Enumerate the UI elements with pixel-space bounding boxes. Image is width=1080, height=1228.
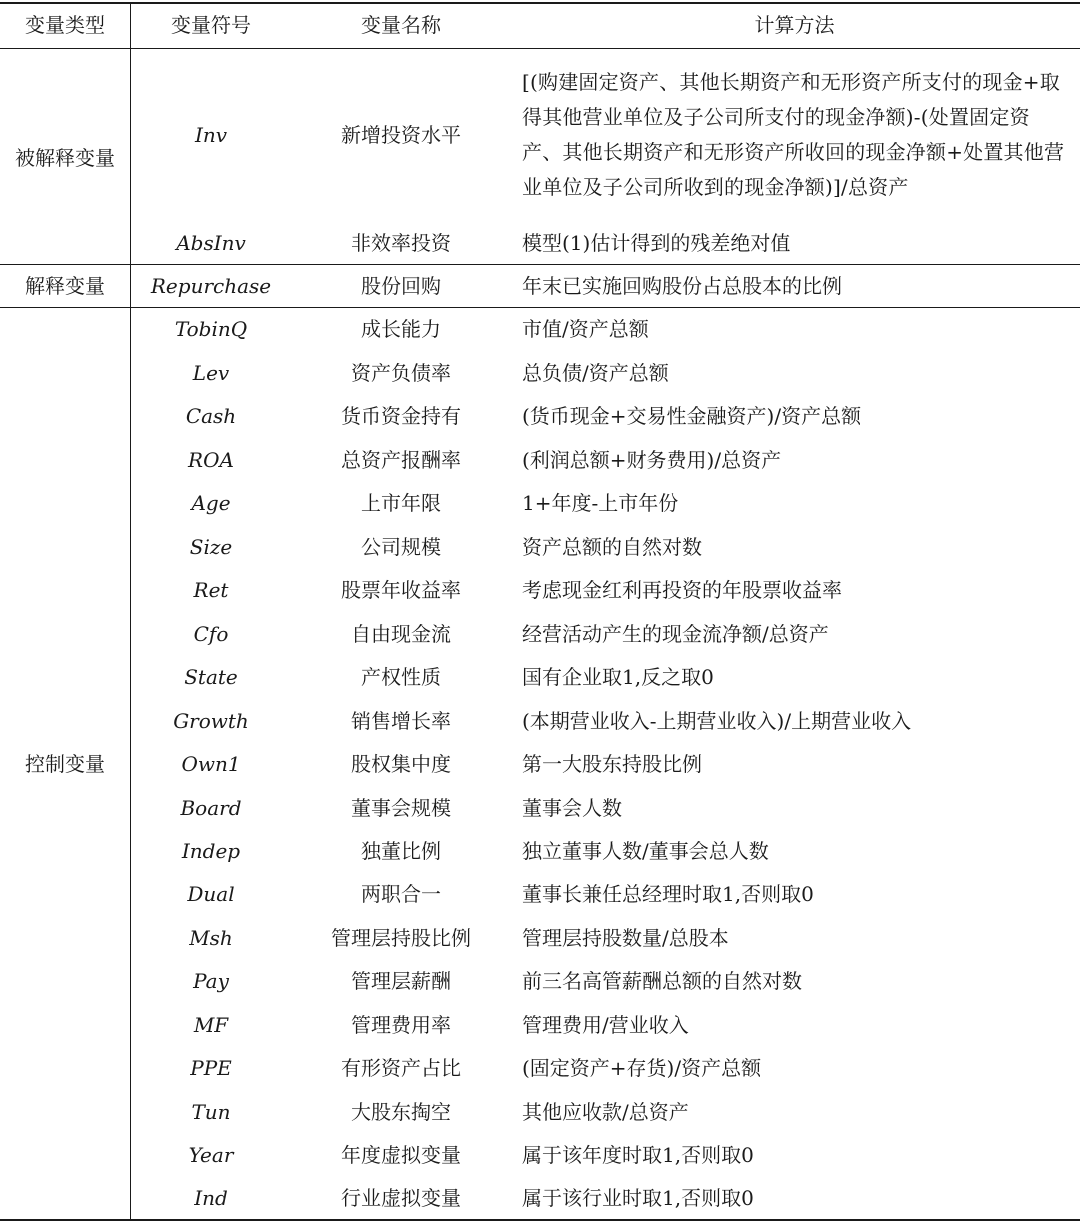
table-row-symbol: Msh <box>189 926 233 950</box>
table-row-symbol: Year <box>188 1143 234 1167</box>
table-row-name: 行业虚拟变量 <box>341 1186 461 1210</box>
table-row-name: 产权性质 <box>361 665 441 689</box>
table-row-name: 独董比例 <box>361 839 441 863</box>
table-row-name: 销售增长率 <box>351 709 451 733</box>
table-row-method: 管理费用/营业收入 <box>522 1013 689 1037</box>
header-method: 计算方法 <box>754 13 835 37</box>
table-row-method: 第一大股东持股比例 <box>522 752 702 776</box>
table-row-method: 经营活动产生的现金流净额/总资产 <box>522 622 829 646</box>
table-row-name: 货币资金持有 <box>341 404 461 428</box>
table-row-method: 管理层持股数量/总股本 <box>522 926 729 950</box>
table-row-method: 市值/资产总额 <box>522 317 649 341</box>
table-row-method: (利润总额+财务费用)/总资产 <box>522 448 782 472</box>
table-row-name: 成长能力 <box>361 317 441 341</box>
table-row-method: 1+年度-上市年份 <box>522 491 679 515</box>
table-row-symbol: Tun <box>191 1100 231 1124</box>
table-row-symbol: Repurchase <box>150 274 272 298</box>
table-row-method: 前三名高管薪酬总额的自然对数 <box>522 969 802 993</box>
bottom-rule <box>0 1219 1080 1221</box>
table-row-method: 属于该年度时取1,否则取0 <box>522 1143 754 1167</box>
table-row-name: 管理层薪酬 <box>351 969 451 993</box>
table-row-method: [(购建固定资产、其他长期资产和无形资产所支付的现金+取得其他营业单位及子公司所支付的现金净额)-(处置固定资产、其他长期资产和无形资产所收回的现金净额+处置其他营业单位及子公司所收到的现金净额)]/总资产 <box>522 70 1065 199</box>
table-row-symbol: Size <box>189 535 233 559</box>
table-row-symbol: Dual <box>187 882 235 906</box>
group-explanatory: 解释变量 <box>25 274 105 298</box>
table-row-method: 模型(1)估计得到的残差绝对值 <box>522 231 791 255</box>
table-row-symbol: Growth <box>173 709 249 733</box>
table-row-name: 年度虚拟变量 <box>341 1143 461 1167</box>
table-row-name: 上市年限 <box>361 491 441 515</box>
table-row-method: 资产总额的自然对数 <box>522 535 702 559</box>
table-row-method: 考虑现金红利再投资的年股票收益率 <box>522 578 842 602</box>
header-rule <box>0 48 1080 49</box>
table-row-name: 大股东掏空 <box>351 1100 451 1124</box>
table-row-method: (固定资产+存货)/资产总额 <box>522 1056 762 1080</box>
table-row-symbol: Inv <box>194 123 228 147</box>
table-row-name: 资产负债率 <box>351 361 451 385</box>
group-rule-2 <box>0 307 1080 308</box>
table-row-name: 总资产报酬率 <box>341 448 461 472</box>
top-rule <box>0 2 1080 4</box>
table-row-symbol: Lev <box>192 361 230 385</box>
table-row-symbol: MF <box>193 1013 229 1037</box>
table-row-name: 股票年收益率 <box>341 578 461 602</box>
table-row-name: 管理费用率 <box>351 1013 451 1037</box>
group-control: 控制变量 <box>25 752 105 776</box>
table-row-method: 总负债/资产总额 <box>522 361 669 385</box>
table-row-method: 董事会人数 <box>522 796 622 820</box>
table-row-name: 董事会规模 <box>351 796 451 820</box>
table-row-name: 管理层持股比例 <box>331 926 471 950</box>
table-row-method: 年末已实施回购股份占总股本的比例 <box>522 274 842 298</box>
table-row-symbol: State <box>184 665 238 689</box>
table-row-name: 自由现金流 <box>351 622 451 646</box>
table-row-name: 新增投资水平 <box>341 123 461 147</box>
table-row-name: 两职合一 <box>361 882 441 906</box>
group-rule-1 <box>0 264 1080 265</box>
table-row-name: 有形资产占比 <box>341 1056 461 1080</box>
table-row-name: 非效率投资 <box>351 231 451 255</box>
table-row-method: 董事长兼任总经理时取1,否则取0 <box>522 882 814 906</box>
table-row-symbol: Cash <box>185 404 237 428</box>
table-row-method: (本期营业收入-上期营业收入)/上期营业收入 <box>522 709 912 733</box>
table-row-symbol: Indep <box>181 839 241 863</box>
table-row-symbol: Cfo <box>193 622 229 646</box>
table-row-method: 其他应收款/总资产 <box>522 1100 689 1124</box>
table-row-method: 独立董事人数/董事会总人数 <box>522 839 769 863</box>
table-row-symbol: TobinQ <box>174 317 248 341</box>
table-row-symbol: PPE <box>190 1056 232 1080</box>
header-type: 变量类型 <box>25 13 105 37</box>
table-row-symbol: Pay <box>193 969 229 993</box>
table-row-symbol: Ind <box>194 1186 228 1210</box>
table-row-symbol: Age <box>191 491 231 515</box>
table-row-symbol: Board <box>180 796 242 820</box>
table-row-symbol: AbsInv <box>176 231 246 255</box>
table-row-method: 国有企业取1,反之取0 <box>522 665 714 689</box>
table-row-symbol: Ret <box>193 578 229 602</box>
table-row-symbol: Own1 <box>181 752 241 776</box>
table-row-method: (货币现金+交易性金融资产)/资产总额 <box>522 404 862 428</box>
table-row-name: 股份回购 <box>361 274 441 298</box>
table-row-method: 属于该行业时取1,否则取0 <box>522 1186 754 1210</box>
column-divider <box>130 2 131 1221</box>
header-name: 变量名称 <box>361 13 441 37</box>
table-row-name: 股权集中度 <box>351 752 451 776</box>
table-row-name: 公司规模 <box>361 535 441 559</box>
table-row-symbol: ROA <box>188 448 234 472</box>
group-explained: 被解释变量 <box>15 146 115 170</box>
header-symbol: 变量符号 <box>171 13 251 37</box>
